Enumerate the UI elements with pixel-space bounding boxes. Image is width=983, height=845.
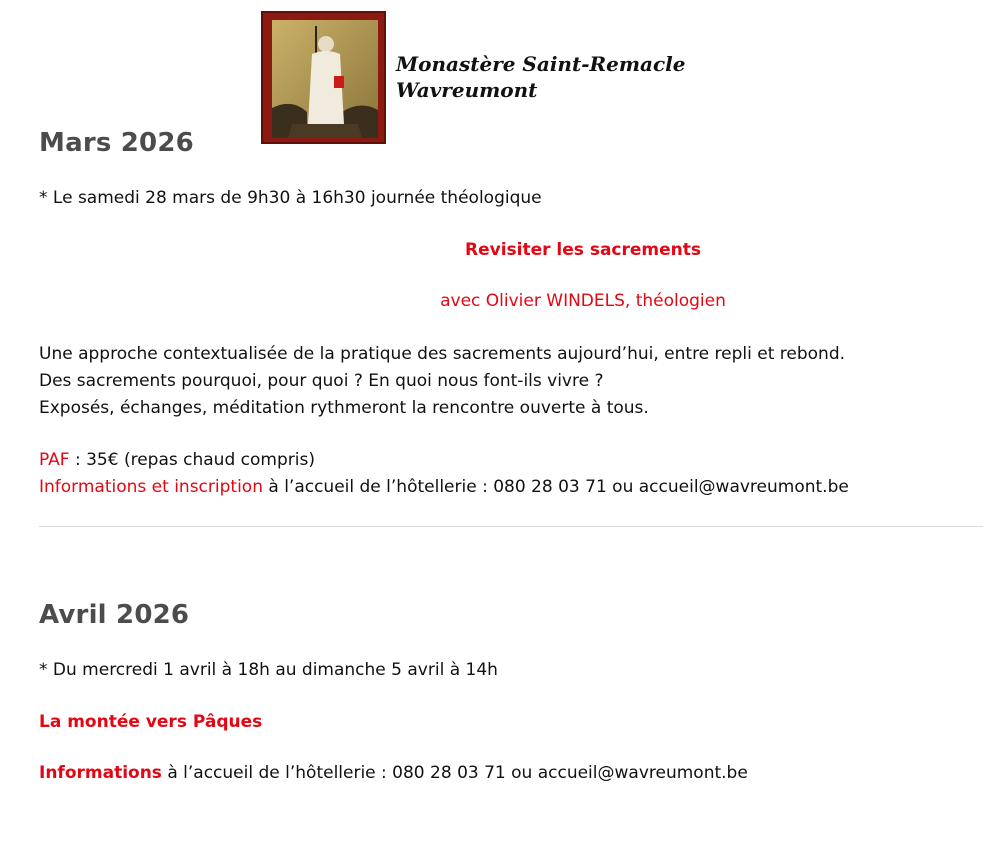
info-label-april: Informations [39, 763, 162, 783]
monastery-name-line1: Monastère Saint-Remacle [396, 52, 686, 76]
paf-line [39, 447, 315, 474]
monastery-name [396, 51, 685, 103]
event-speaker-march: avec Olivier WINDELS, théologien [440, 291, 726, 311]
info-value-march: à l’accueil de l’hôtellerie : 080 28 03 71 ou accueil@wavreumont.be [262, 477, 849, 497]
saint-icon [261, 11, 386, 144]
event-description-line1: Une approche contextualisée de la pratique des sacrements aujourd’hui, entre repli et rebond. [39, 344, 846, 364]
section-heading-april: Avril 2026 [39, 600, 190, 630]
paf-label: PAF [39, 450, 70, 470]
info-line-march [39, 474, 849, 501]
event-title-april: La montée vers Pâques [39, 712, 263, 732]
paf-value: : 35€ (repas chaud compris) [69, 450, 315, 470]
event-title-march: Revisiter les sacrements [465, 240, 701, 260]
event-description-line3: Exposés, échanges, méditation rythmeront la rencontre ouverte à tous. [39, 398, 649, 418]
event-date-april: * Du mercredi 1 avril à 18h au dimanche 5 avril à 14h [39, 660, 498, 680]
info-value-april: à l’accueil de l’hôtellerie : 080 28 03 71 ou accueil@wavreumont.be [161, 763, 748, 783]
section-divider [39, 526, 983, 527]
event-date-march: * Le samedi 28 mars de 9h30 à 16h30 journée théologique [39, 188, 542, 208]
monastery-name-line2: Wavreumont [396, 78, 538, 102]
info-label-march: Informations et inscription [39, 477, 263, 497]
event-description-line2: Des sacrements pourquoi, pour quoi ? En quoi nous font-ils vivre ? [39, 371, 604, 391]
section-heading-march: Mars 2026 [39, 128, 194, 158]
info-line-april [39, 760, 748, 787]
